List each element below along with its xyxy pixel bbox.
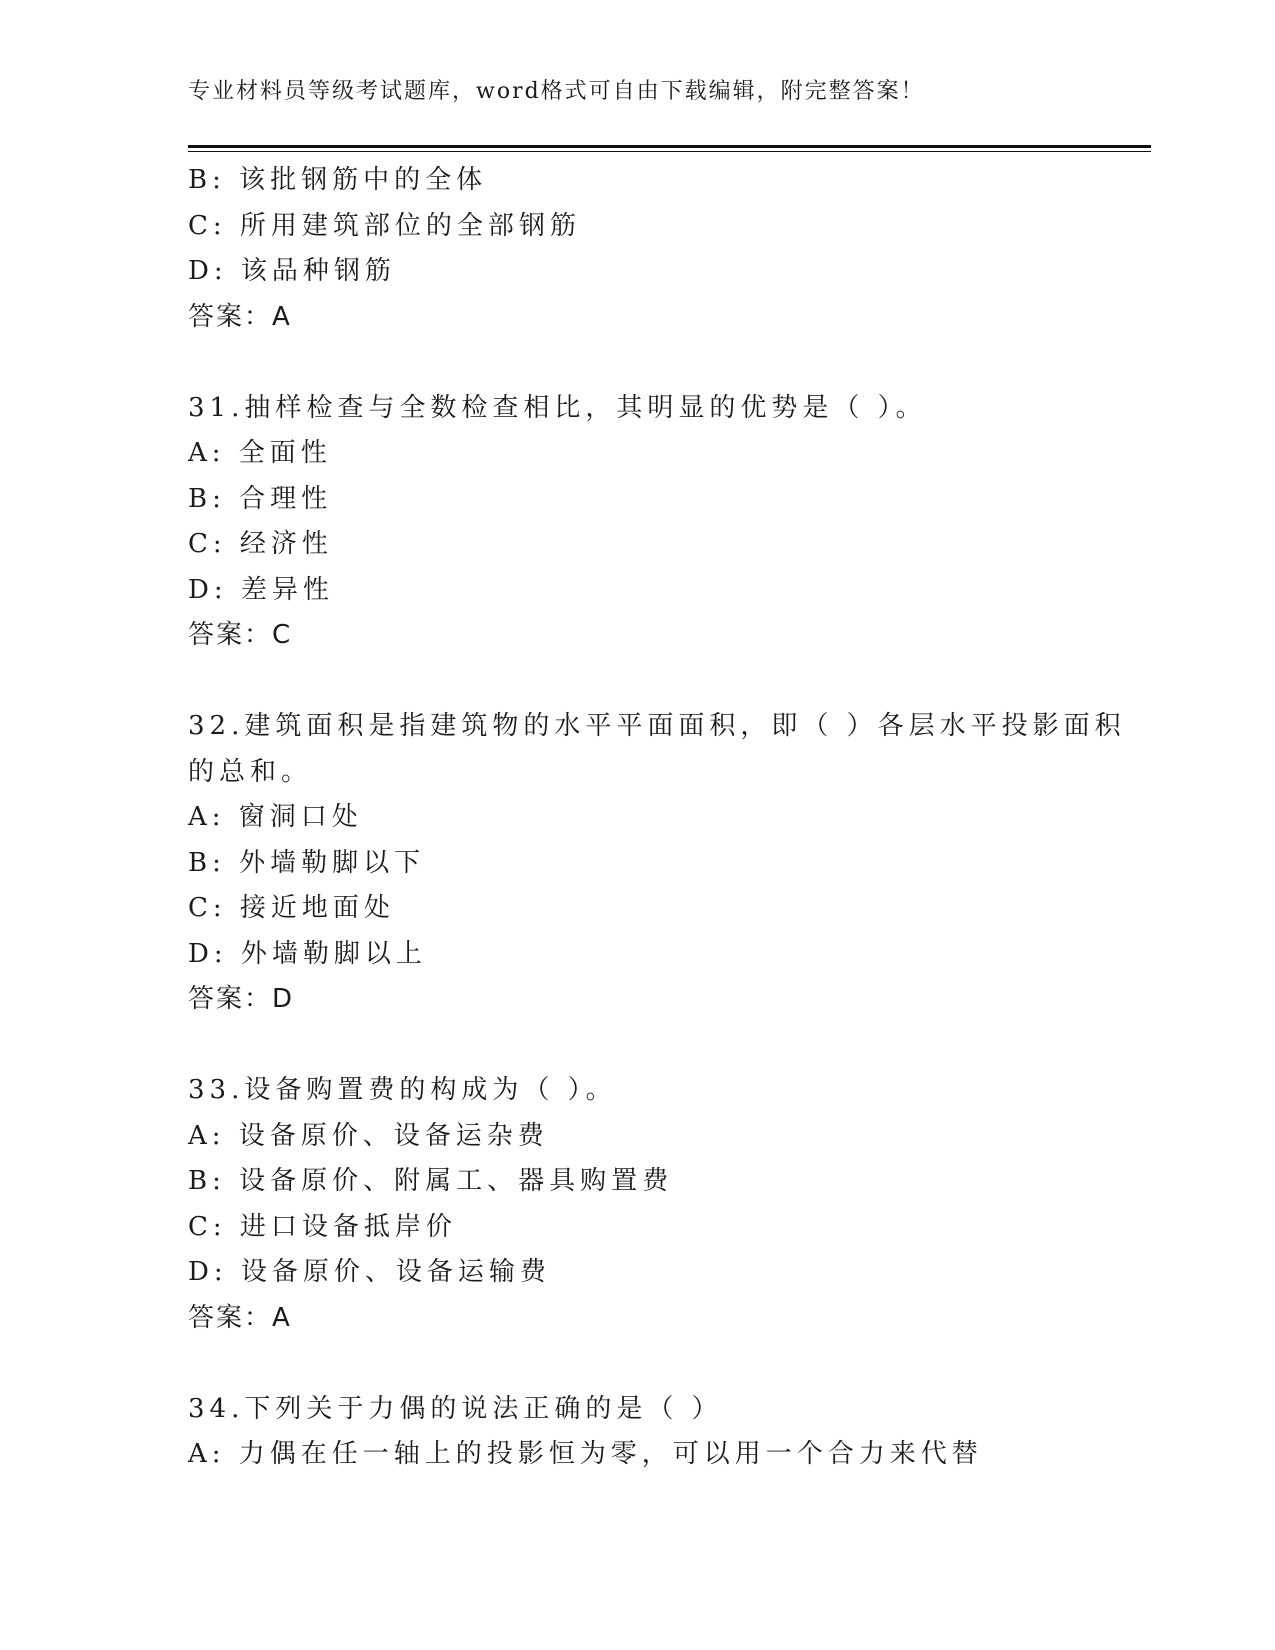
page-header: 专业材料员等级考试题库，word格式可自由下载编辑，附完整答案！ (188, 79, 925, 104)
question-stem: 32.建筑面积是指建筑物的水平平面面积，即（ ）各层水平投影面积 (188, 711, 1126, 741)
option-line: A: 力偶在任一轴上的投影恒为零，可以用一个合力来代替 (188, 1439, 983, 1469)
option-line: C: 所用建筑部位的全部钢筋 (188, 210, 581, 241)
option-line: C: 经济性 (188, 529, 333, 559)
option-line: C: 接近地面处 (188, 893, 395, 923)
option-line: B: 设备原价、附属工、器具购置费 (188, 1166, 674, 1196)
option-line: B: 外墙勒脚以下 (188, 847, 426, 878)
option-line: A: 设备原价、设备运杂费 (188, 1120, 549, 1151)
option-line: A: 窗洞口处 (188, 802, 363, 832)
option-line: D: 外墙勒脚以上 (188, 938, 427, 969)
answer-line: 答案：A (188, 1302, 292, 1333)
question-stem-continuation: 的总和。 (188, 756, 313, 787)
question-content (188, 158, 1126, 1478)
option-line: D: 设备原价、设备运输费 (188, 1257, 551, 1287)
spacer (188, 1023, 1088, 1069)
question-stem: 33.设备购置费的构成为（ ）。 (188, 1075, 617, 1105)
option-line: D: 该品种钢筋 (188, 256, 396, 286)
spacer (188, 659, 1088, 705)
option-line: A: 全面性 (188, 438, 332, 468)
question-stem: 31.抽样检查与全数检查相比，其明显的优势是（ ）。 (188, 392, 927, 423)
answer-line: 答案：D (188, 984, 295, 1014)
header-rule-thin (188, 151, 1151, 152)
question-stem: 34.下列关于力偶的说法正确的是（ ） (188, 1393, 723, 1424)
spacer (188, 1341, 1088, 1387)
answer-line: 答案：C (188, 620, 293, 650)
option-line: C: 进口设备抵岸价 (188, 1211, 457, 1242)
option-line: B: 该批钢筋中的全体 (188, 165, 488, 195)
header-rule-thick (188, 145, 1151, 148)
option-line: B: 合理性 (188, 483, 333, 514)
answer-line: 答案：A (188, 301, 292, 332)
option-line: D: 差异性 (188, 574, 334, 605)
spacer (188, 340, 1088, 386)
